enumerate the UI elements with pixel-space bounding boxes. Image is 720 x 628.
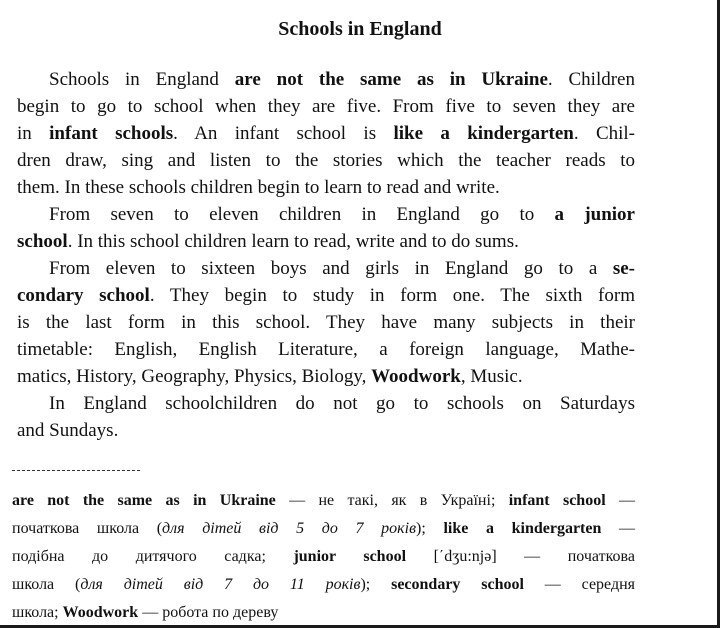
vocabulary-notes (12, 487, 635, 627)
vocab-gloss: — (605, 492, 635, 509)
p1-line-4: dren draw, sing and listen to the stories which the teacher reads to (17, 150, 635, 171)
bold-term: infant schools (49, 123, 174, 144)
text: . Children (547, 69, 635, 90)
vocab-gloss: — робота по дереву (138, 604, 279, 621)
bold-term: se- (612, 258, 635, 279)
vocab-note: для дітей від 5 до 7 років (162, 520, 417, 537)
text: From eleven to sixteen boys and girls in England go to a (49, 258, 613, 279)
p3-line-2 (17, 282, 635, 309)
vocab-note: для дітей від 7 до 11 років (80, 576, 361, 593)
vocab-gloss: — не такі, як в Україні; (275, 492, 509, 509)
page-title: Schools in England (278, 18, 442, 40)
vocab-gloss: подібна до дитячого садка; (12, 548, 294, 565)
text: . An infant school is (173, 123, 394, 144)
text: . They begin to study in form one. The sixth form (149, 285, 635, 306)
vocab-term: secondary school (391, 576, 524, 593)
vocab-line-3 (12, 543, 635, 571)
bold-term: like a kindergarten (393, 123, 574, 144)
vocab-gloss: школа ( (12, 576, 81, 593)
bold-term: are not the same as in Ukraine (234, 69, 548, 90)
bold-term: school (17, 231, 68, 252)
p1-line-5: them. In these schools children begin to learn to read and write. (17, 177, 500, 198)
p4-line-1: In England schoolchildren do not go to schools on Saturdays (49, 393, 635, 414)
p3-line-5 (17, 363, 635, 390)
vocab-gloss: — середня (523, 576, 636, 593)
vocab-line-1 (12, 487, 635, 515)
vocab-gloss: школа; (12, 604, 63, 621)
bold-term: a junior (554, 204, 635, 225)
p1-line-1 (17, 66, 635, 93)
p2-line-1 (17, 201, 635, 228)
text: . Chil- (573, 123, 636, 144)
p2-line-2 (17, 228, 635, 255)
p1-line-3 (17, 120, 635, 147)
text: , Music. (460, 366, 523, 387)
text: From seven to eleven children in England go to (49, 204, 555, 225)
vocab-line-2 (12, 515, 635, 543)
vocab-term: junior school (293, 548, 407, 565)
article-body (17, 66, 635, 444)
text: . In this school children learn to read, write and to do sums. (67, 231, 519, 252)
text: Schools in England (49, 69, 235, 90)
p1-line-2: begin to go to school when they are five. From five to seven they are (17, 96, 635, 117)
vocab-gloss: ); (360, 576, 392, 593)
vocab-gloss: ); (416, 520, 444, 537)
vocab-line-4 (12, 571, 635, 599)
vocab-term: are not the same as in Ukraine (12, 492, 276, 509)
vocab-line-5 (12, 599, 635, 627)
vocab-gloss: початкова школа ( (12, 520, 163, 537)
vocab-gloss: — (601, 520, 636, 537)
p3-line-3: is the last form in this school. They have many subjects in their (17, 312, 635, 333)
p4-line-2: and Sundays. (17, 420, 119, 441)
p3-line-4: timetable: English, English Literature, a foreign language, Mathe- (17, 339, 635, 360)
bold-term: Woodwork (371, 366, 461, 387)
text: matics, History, Geography, Physics, Biology, (17, 366, 372, 387)
vocab-term: infant school (508, 492, 606, 509)
p3-line-1 (17, 255, 635, 282)
vocab-term: like a kindergarten (443, 520, 602, 537)
vocab-term: Woodwork (62, 604, 139, 621)
text: in (17, 123, 50, 144)
vocab-gloss: [΄dʒu:njə] — початкова (406, 548, 635, 565)
bold-term: condary school (17, 285, 150, 306)
footnote-divider (12, 470, 140, 471)
